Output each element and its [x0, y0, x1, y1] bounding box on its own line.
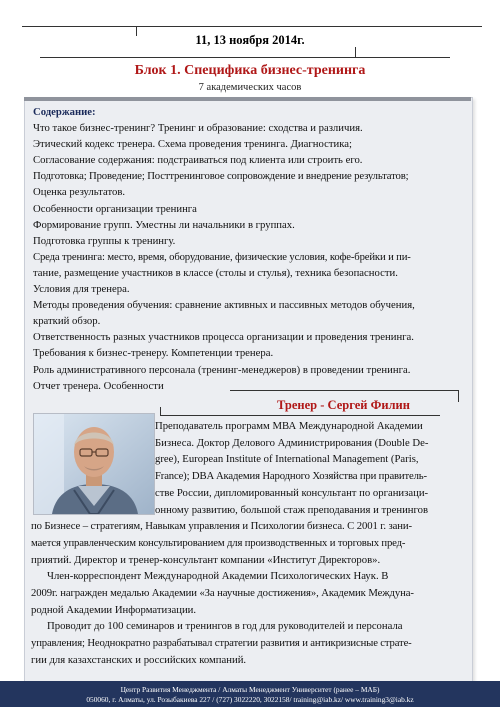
bio-line: Преподаватель программ МВА Международной Академии [155, 420, 423, 432]
contents-line: Подготовка; Проведение; Посттренинговое сопровождение и внедрение результатов; [33, 170, 409, 183]
bio-line: Бизнеса. Доктор Делового Администрирования (Double De- [155, 436, 429, 449]
trainer-rule-left [160, 407, 161, 416]
bio-line: Проводит до 100 семинаров и тренингов в год для руководителей и персонала [31, 620, 403, 633]
footer-bar [0, 681, 500, 707]
contents-line: Роль административного персонала (тренинг-менеджеров) в проведении тренинга. [33, 363, 411, 376]
bio-line: France); DBA Академия Народного Хозяйства при правитель- [155, 470, 427, 483]
bio-line: приятий. Директор и тренер-консультант компании «Институт Директоров». [31, 553, 381, 566]
date-rule-right-tick [355, 47, 356, 57]
contents-line: Среда тренинга: место, время, оборудование, физические условия, кофе-брейки и пи- [33, 250, 411, 263]
trainer-rule-bottom [160, 415, 440, 416]
trainer-title: Тренер - Сергей Филин [277, 398, 410, 412]
bio-line: онному развитию, большой стаж преподавания и тренингов [155, 503, 429, 516]
bio-line: стве России, дипломированный консультант по организаци- [155, 486, 429, 499]
contents-section [33, 104, 463, 394]
trainer-rule-right [458, 390, 459, 402]
bio-line: управления; Неоднократно разрабатывал стратегии развития и антикризисные страте- [31, 637, 412, 650]
contents-line: Отчет тренера. Особенности [33, 379, 164, 392]
contents-line: Требования к бизнес-тренеру. Компетенции тренера. [33, 347, 274, 360]
contents-line: Условия для тренера. [33, 283, 130, 296]
academic-hours: 7 академических часов [198, 82, 302, 93]
trainer-rule-top [230, 390, 458, 391]
contents-line: Подготовка группы к тренингу. [33, 234, 176, 247]
bio-line: гии для казахстанских и российских компаний. [31, 653, 247, 666]
footer-contacts: 050060, г. Алматы, ул. Розыбакиева 227 / (727) 3022220, 3022158/ training@iab.kz/ www.training3@iab.kz [86, 695, 414, 704]
contents-line: Особенности организации тренинга [33, 202, 197, 215]
bio-line: gree), European Institute of International Management (Paris, [155, 453, 419, 466]
event-date: 11, 13 ноября 2014г. [195, 33, 305, 47]
contents-line: Этический кодекс тренера. Схема проведения тренинга. Диагностика; [33, 138, 352, 151]
date-rule-bottom [40, 57, 450, 58]
bio-line: по Бизнесе – стратегиям, Навыкам управления и Психологии бизнеса. С 2001 г. зани- [31, 520, 412, 533]
bio-line: 2009г. награжден медалью Академии «За научные достижения», Академик Междуна- [31, 587, 414, 600]
contents-line: Что такое бизнес-тренинг? Тренинг и образование: сходства и различия. [33, 122, 363, 135]
contents-line: краткий обзор. [33, 315, 101, 328]
contents-line: тание, размещение участников в классе (столы и стулья), техника безопасности. [33, 266, 398, 279]
trainer-bio [31, 418, 463, 669]
date-rule-top [22, 26, 482, 27]
contents-line: Согласование содержания: подстраиваться под клиента или строить его. [33, 154, 363, 167]
footer-organization: Центр Развития Менеджмента / Алматы Менеджмент Университет (ранее – МАБ) [120, 685, 380, 694]
contents-label: Содержание: [33, 106, 96, 118]
bio-line: мается управленческим консультированием для производственных и торговых пред- [31, 536, 406, 549]
contents-line: Оценка результатов. [33, 186, 126, 199]
contents-line: Методы проведения обучения: сравнение активных и пассивных методов обучения, [33, 299, 415, 312]
contents-line: Ответственность разных участников процесса организации и проведения тренинга. [33, 331, 414, 344]
contents-line: Формирование групп. Уместны ли начальники в группах. [33, 218, 295, 231]
bio-line: родной Академии Информатизации. [31, 603, 197, 616]
bio-line: Член-корреспондент Международной Академии Психологических Наук. В [31, 570, 389, 583]
content-panel-topbar [24, 97, 471, 101]
block-title: Блок 1. Специфика бизнес-тренинга [134, 63, 366, 78]
